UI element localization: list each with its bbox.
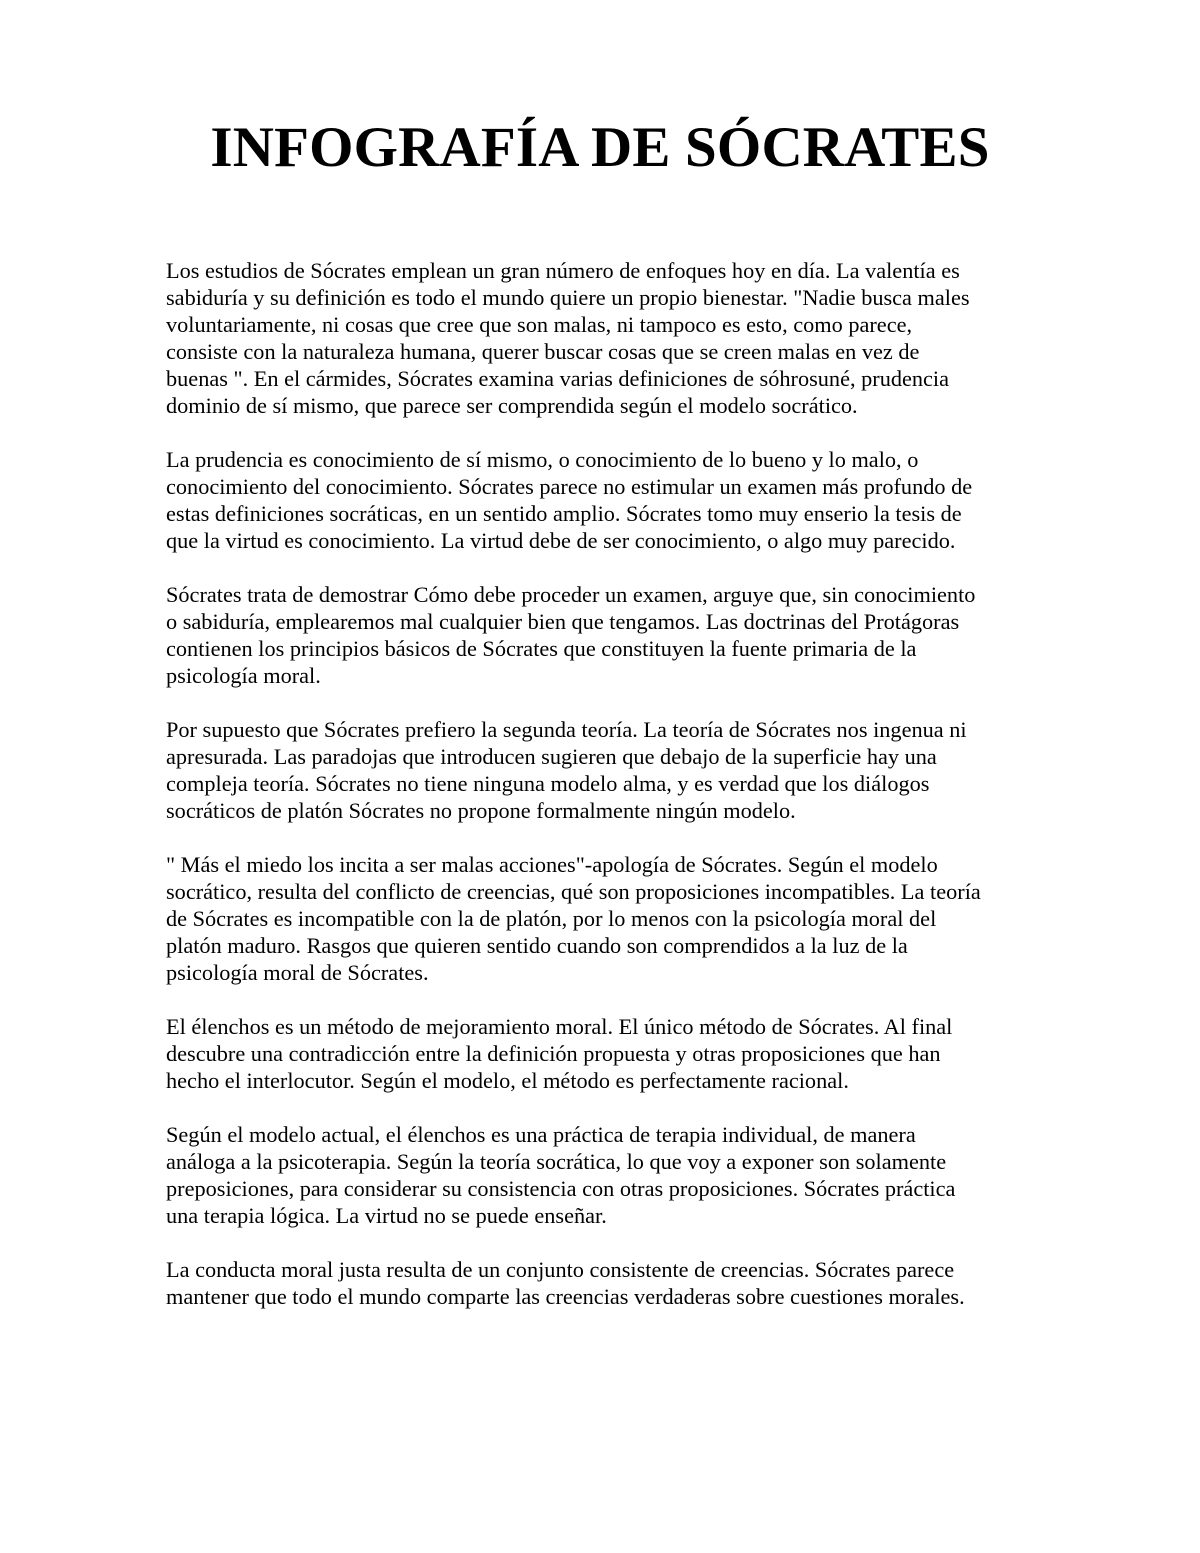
text-line: que la virtud es conocimiento. La virtud debe de ser conocimiento, o algo muy parecido. xyxy=(166,528,956,553)
paragraph-5 xyxy=(166,851,1046,986)
text-line: La conducta moral justa resulta de un conjunto consistente de creencias. Sócrates parece xyxy=(166,1257,955,1282)
paragraph-1 xyxy=(166,257,1046,419)
text-line: descubre una contradicción entre la definición propuesta y otras proposiciones que han xyxy=(166,1041,941,1066)
text-line: " Más el miedo los incita a ser malas acciones"-apología de Sócrates. Según el modelo xyxy=(166,852,938,877)
text-line: contienen los principios básicos de Sócrates que constituyen la fuente primaria de la xyxy=(166,636,917,661)
paragraph-6 xyxy=(166,1013,1046,1094)
text-line: de Sócrates es incompatible con la de platón, por lo menos con la psicología moral del xyxy=(166,906,937,931)
text-line: socrático, resulta del conflicto de creencias, qué son proposiciones incompatibles. La teoría xyxy=(166,879,981,904)
text-line: mantener que todo el mundo comparte las creencias verdaderas sobre cuestiones morales. xyxy=(166,1284,965,1309)
text-line: compleja teoría. Sócrates no tiene ninguna modelo alma, y es verdad que los diálogos xyxy=(166,771,930,796)
paragraph-3 xyxy=(166,581,1046,689)
text-line: dominio de sí mismo, que parece ser comprendida según el modelo socrático. xyxy=(166,393,858,418)
text-line: Los estudios de Sócrates emplean un gran número de enfoques hoy en día. La valentía es xyxy=(166,258,960,283)
text-line: El élenchos es un método de mejoramiento moral. El único método de Sócrates. Al final xyxy=(166,1014,953,1039)
text-line: estas definiciones socráticas, en un sentido amplio. Sócrates tomo muy enserio la tesis de xyxy=(166,501,962,526)
text-line: consiste con la naturaleza humana, querer buscar cosas que se creen malas en vez de xyxy=(166,339,920,364)
text-line: conocimiento del conocimiento. Sócrates parece no estimular un examen más profundo de xyxy=(166,474,973,499)
text-line: sabiduría y su definición es todo el mundo quiere un propio bienestar. "Nadie busca males xyxy=(166,285,970,310)
document-title: INFOGRAFÍA DE SÓCRATES xyxy=(210,116,990,179)
text-line: hecho el interlocutor. Según el modelo, el método es perfectamente racional. xyxy=(166,1068,849,1093)
text-line: buenas ". En el cármides, Sócrates examina varias definiciones de sóhrosuné, prudencia xyxy=(166,366,950,391)
document-body xyxy=(166,257,1046,1337)
text-line: psicología moral. xyxy=(166,663,321,688)
text-line: La prudencia es conocimiento de sí mismo, o conocimiento de lo bueno y lo malo, o xyxy=(166,447,919,472)
text-line: Sócrates trata de demostrar Cómo debe proceder un examen, arguye que, sin conocimiento xyxy=(166,582,976,607)
text-line: socráticos de platón Sócrates no propone formalmente ningún modelo. xyxy=(166,798,796,823)
paragraph-8 xyxy=(166,1256,1046,1310)
text-line: platón maduro. Rasgos que quieren sentido cuando son comprendidos a la luz de la xyxy=(166,933,908,958)
text-line: análoga a la psicoterapia. Según la teoría socrática, lo que voy a exponer son solamente xyxy=(166,1149,947,1174)
text-line: Según el modelo actual, el élenchos es una práctica de terapia individual, de manera xyxy=(166,1122,916,1147)
paragraph-2 xyxy=(166,446,1046,554)
text-line: psicología moral de Sócrates. xyxy=(166,960,429,985)
text-line: una terapia lógica. La virtud no se puede enseñar. xyxy=(166,1203,607,1228)
text-line: Por supuesto que Sócrates prefiero la segunda teoría. La teoría de Sócrates nos ingenua ni xyxy=(166,717,967,742)
text-line: voluntariamente, ni cosas que cree que son malas, ni tampoco es esto, como parece, xyxy=(166,312,913,337)
text-line: o sabiduría, emplearemos mal cualquier bien que tengamos. Las doctrinas del Protágoras xyxy=(166,609,960,634)
text-line: apresurada. Las paradojas que introducen sugieren que debajo de la superficie hay una xyxy=(166,744,937,769)
paragraph-7 xyxy=(166,1121,1046,1229)
paragraph-4 xyxy=(166,716,1046,824)
text-line: preposiciones, para considerar su consistencia con otras proposiciones. Sócrates práctica xyxy=(166,1176,956,1201)
